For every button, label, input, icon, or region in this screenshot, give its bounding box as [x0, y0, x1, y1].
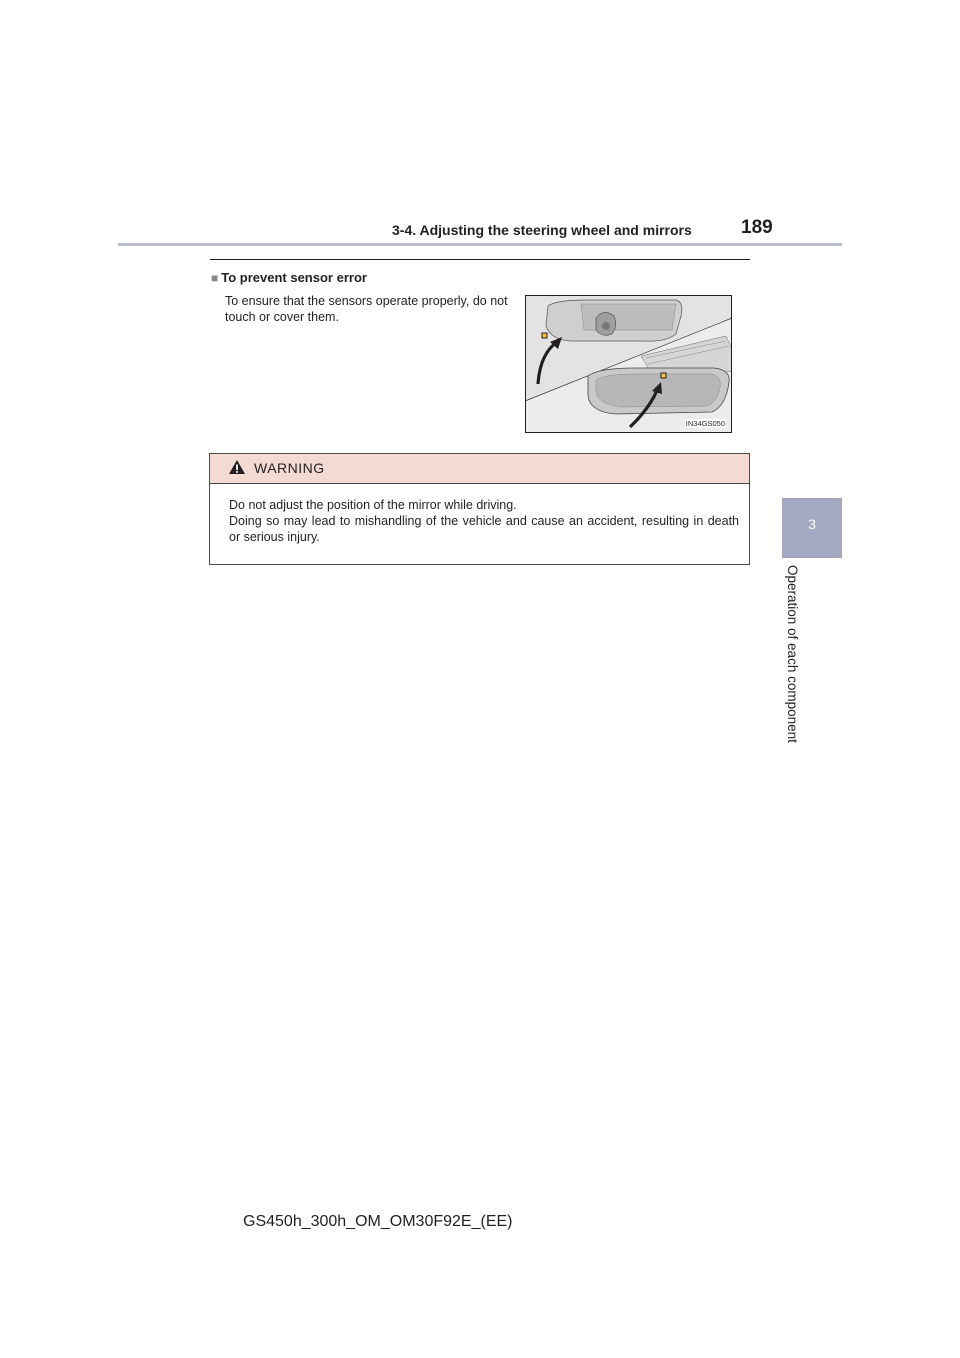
figure-code: IN34GS050 [685, 419, 725, 428]
square-bullet-icon: ■ [211, 271, 219, 285]
warning-body [210, 484, 749, 545]
warning-box [209, 453, 750, 565]
manual-code: GS450h_300h_OM_OM30F92E_(EE) [243, 1213, 513, 1230]
chapter-title: Operation of each component [785, 565, 800, 743]
warning-header [210, 454, 749, 484]
page-number: 189 [741, 217, 773, 238]
warning-line: Doing so may lead to mishandling of the vehicle and cause an accident, resulting in death or serious injury. [229, 514, 739, 544]
section-title: 3-4. Adjusting the steering wheel and mirrors [392, 222, 692, 238]
section-divider [210, 259, 750, 260]
chapter-number: 3 [808, 516, 816, 532]
chapter-tab[interactable] [782, 498, 842, 558]
mirror-sensor-drawing [526, 296, 732, 433]
body-paragraph: To ensure that the sensors operate properly, do not touch or cover them. [225, 294, 508, 324]
header-rule [118, 243, 842, 246]
subheading-text: To prevent sensor error [221, 270, 367, 285]
subheading [211, 270, 367, 285]
warning-title: WARNING [254, 460, 325, 476]
warning-line: Do not adjust the position of the mirror while driving. [229, 498, 517, 512]
warning-triangle-icon [228, 459, 246, 475]
mirror-sensor-illustration [525, 295, 732, 433]
